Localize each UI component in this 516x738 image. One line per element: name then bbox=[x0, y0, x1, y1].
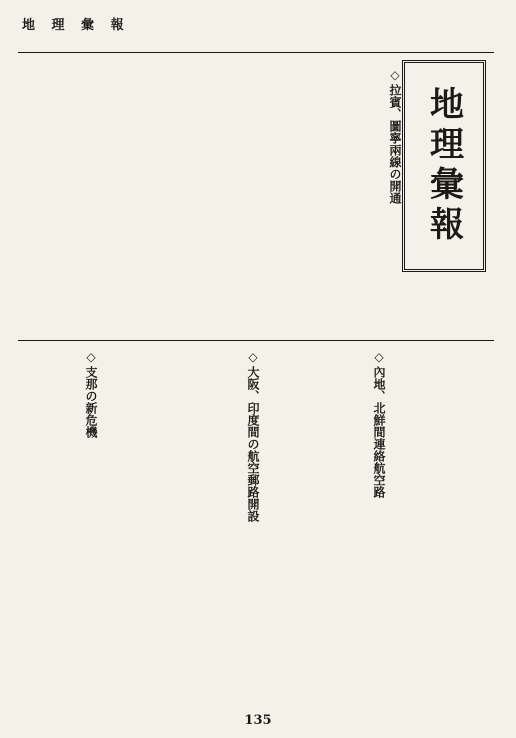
text-column bbox=[192, 350, 206, 700]
section-marker: ◇ bbox=[372, 350, 386, 364]
section-heading-text: 大阪、印度間の航空郵路開設 bbox=[246, 366, 260, 522]
page-number: 135 bbox=[244, 713, 272, 728]
text-column bbox=[426, 350, 440, 700]
top-rule bbox=[18, 52, 494, 53]
text-column bbox=[66, 350, 80, 700]
text-column bbox=[318, 350, 332, 700]
text-column bbox=[354, 350, 368, 700]
text-column bbox=[262, 68, 276, 338]
text-column bbox=[190, 68, 204, 338]
text-column bbox=[136, 68, 150, 338]
text-column bbox=[172, 68, 186, 338]
text-column bbox=[156, 350, 170, 700]
text-column bbox=[280, 68, 294, 338]
body-text bbox=[18, 58, 494, 708]
section-heading bbox=[388, 68, 402, 258]
section-heading bbox=[372, 350, 386, 540]
text-column bbox=[174, 350, 188, 700]
text-column bbox=[390, 350, 404, 700]
text-column bbox=[316, 68, 330, 338]
text-column bbox=[30, 350, 44, 700]
text-column bbox=[48, 350, 62, 700]
text-column bbox=[480, 350, 494, 700]
text-column bbox=[228, 350, 242, 700]
running-head: 地 理 彙 報 bbox=[22, 18, 130, 33]
text-column bbox=[100, 68, 114, 338]
text-column bbox=[462, 350, 476, 700]
text-column bbox=[408, 350, 422, 700]
text-column bbox=[282, 350, 296, 700]
text-column bbox=[298, 68, 312, 338]
text-column bbox=[82, 68, 96, 338]
text-column bbox=[300, 350, 314, 700]
text-column bbox=[226, 68, 240, 338]
section-heading-text: 支那の新危機 bbox=[84, 366, 98, 438]
text-column bbox=[244, 68, 258, 338]
text-column bbox=[264, 350, 278, 700]
text-column bbox=[352, 68, 366, 338]
text-column bbox=[102, 350, 116, 700]
text-column bbox=[210, 350, 224, 700]
text-column bbox=[336, 350, 350, 700]
section-heading bbox=[84, 350, 98, 460]
text-column bbox=[444, 350, 458, 700]
text-column bbox=[334, 68, 348, 338]
text-column bbox=[118, 68, 132, 338]
text-column bbox=[138, 350, 152, 700]
text-column bbox=[208, 68, 222, 338]
page-title: 地理彙報 bbox=[423, 86, 464, 246]
section-heading bbox=[246, 350, 260, 560]
text-column bbox=[154, 68, 168, 338]
section-marker: ◇ bbox=[388, 68, 402, 82]
text-column bbox=[370, 68, 384, 338]
section-heading-text: 拉賓、圖寧兩線の開通 bbox=[388, 84, 402, 204]
text-column bbox=[120, 350, 134, 700]
section-marker: ◇ bbox=[84, 350, 98, 364]
section-heading-text: 內地、北鮮間連絡航空路 bbox=[372, 366, 386, 498]
section-marker: ◇ bbox=[246, 350, 260, 364]
